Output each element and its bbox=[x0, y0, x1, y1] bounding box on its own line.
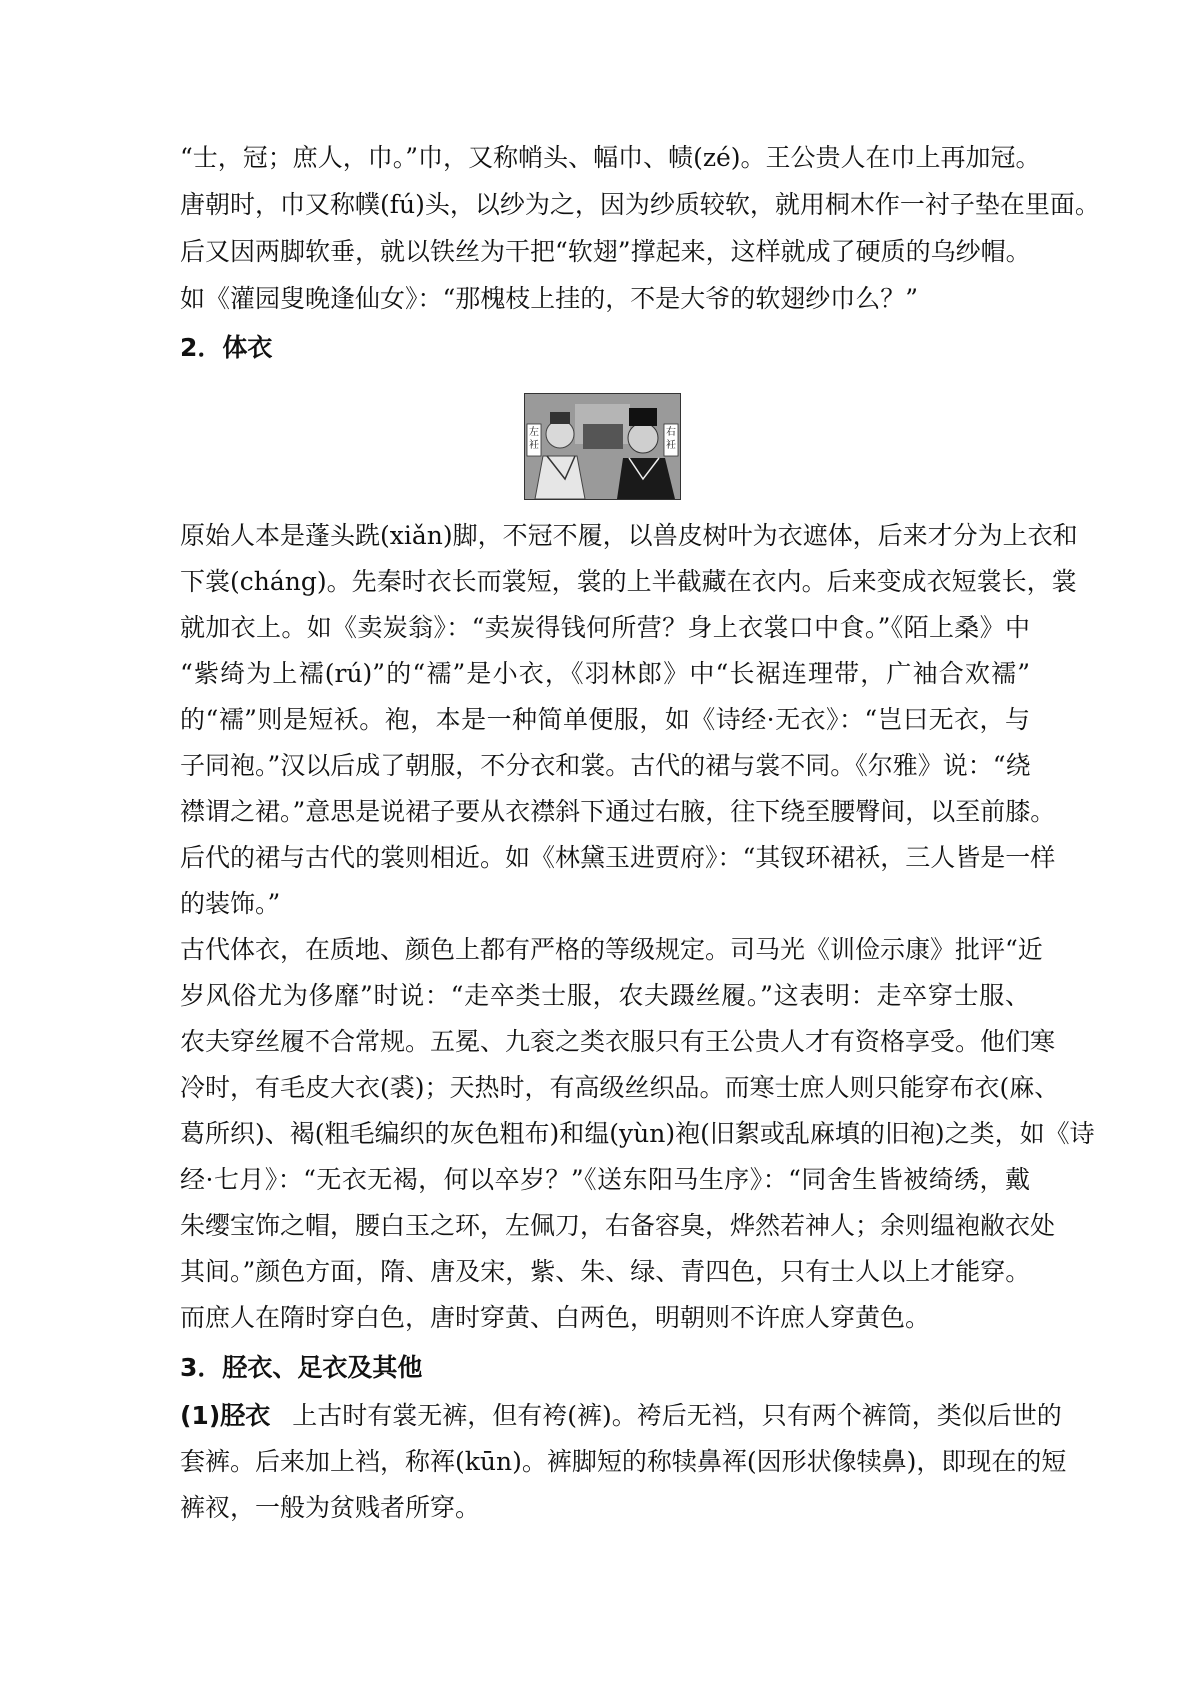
text-line: “紫绮为上襦(rú)”的“襦”是小衣，《羽林郎》中“长裾连理带，广袖合欢襦” bbox=[180, 659, 1030, 688]
text-line: 的“襦”则是短袄。袍，本是一种简单便服，如《诗经·无衣》：“岂曰无衣，与 bbox=[180, 705, 1030, 734]
text-line: 葛所织)、褐(粗毛编织的灰色粗布)和缊(yùn)袍(旧絮或乱麻填的旧袍)之类，如《诗 bbox=[180, 1119, 1095, 1148]
section-heading-leg-foot-clothing: 3．胫衣、足衣及其他 bbox=[180, 1353, 423, 1382]
text-line: 如《灌园叟晚逢仙女》：“那槐枝上挂的，不是大爷的软翅纱巾么？” bbox=[180, 284, 919, 313]
illustration-left-right-lapel bbox=[524, 393, 681, 500]
illustration-drawing bbox=[525, 394, 680, 499]
left-lapel-label: 左衽 bbox=[529, 427, 539, 451]
text-line: 裤衩，一般为贫贱者所穿。 bbox=[180, 1493, 481, 1522]
text-line: 套裤。后来加上裆，称裈(kūn)。裤脚短的称犊鼻裈(因形状像犊鼻)，即现在的短 bbox=[180, 1447, 1067, 1476]
text-line: 子同袍。”汉以后成了朝服，不分衣和裳。古代的裙与裳不同。《尔雅》说：“绕 bbox=[180, 751, 1031, 780]
text-line: 冷时，有毛皮大衣(裘)；天热时，有高级丝织品。而寒士庶人则只能穿布衣(麻、 bbox=[180, 1073, 1060, 1102]
right-lapel-label: 右衽 bbox=[666, 427, 676, 451]
text-line: 其间。”颜色方面，隋、唐及宋，紫、朱、绿、青四色，只有士人以上才能穿。 bbox=[180, 1257, 1031, 1286]
text-line: 后代的裙与古代的裳则相近。如《林黛玉进贾府》：“其钗环裙袄，三人皆是一样 bbox=[180, 843, 1056, 872]
text-line: 的装饰。” bbox=[180, 889, 281, 918]
text-line: 下裳(cháng)。先秦时衣长而裳短，裳的上半截藏在衣内。后来变成衣短裳长，裳 bbox=[180, 567, 1077, 596]
text-line: 原始人本是蓬头跣(xiǎn)脚，不冠不履，以兽皮树叶为衣遮体，后来才分为上衣和 bbox=[180, 521, 1078, 550]
item-text: 上古时有裳无裤，但有袴(裤)。袴后无裆，只有两个裤筒，类似后世的 bbox=[292, 1401, 1062, 1430]
text-line bbox=[180, 1400, 1062, 1432]
text-line: 襟谓之裙。”意思是说裙子要从衣襟斜下通过右腋，往下绕至腰臀间，以至前膝。 bbox=[180, 797, 1056, 826]
text-line: 经·七月》：“无衣无褐，何以卒岁？”《送东阳马生序》：“同舍生皆被绮绣，戴 bbox=[180, 1165, 1030, 1194]
item-label-shin-clothing: (1)胫衣 bbox=[180, 1401, 271, 1430]
text-line: 唐朝时，巾又称幞(fú)头，以纱为之，因为纱质较软，就用桐木作一衬子垫在里面。 bbox=[180, 190, 1100, 219]
text-line: “士，冠；庶人，巾。”巾，又称帩头、幅巾、帻(zé)。王公贵人在巾上再加冠。 bbox=[180, 143, 1041, 172]
text-line: 古代体衣，在质地、颜色上都有严格的等级规定。司马光《训俭示康》批评“近 bbox=[180, 935, 1043, 964]
section-heading-body-clothing: 2．体衣 bbox=[180, 333, 273, 362]
text-line: 农夫穿丝履不合常规。五冕、九衮之类衣服只有王公贵人才有资格享受。他们寒 bbox=[180, 1027, 1056, 1056]
text-line: 岁风俗尤为侈靡”时说：“走卒类士服，农夫蹑丝履。”这表明：走卒穿士服、 bbox=[180, 981, 1030, 1010]
text-line: 后又因两脚软垂，就以铁丝为干把“软翅”撑起来，这样就成了硬质的乌纱帽。 bbox=[180, 237, 1031, 266]
text-line: 朱缨宝饰之帽，腰白玉之环，左佩刀，右备容臭，烨然若神人；余则缊袍敝衣处 bbox=[180, 1211, 1056, 1240]
text-line: 就加衣上。如《卖炭翁》：“卖炭得钱何所营？身上衣裳口中食。”《陌上桑》中 bbox=[180, 613, 1030, 642]
text-line: 而庶人在隋时穿白色，唐时穿黄、白两色，明朝则不许庶人穿黄色。 bbox=[180, 1303, 931, 1332]
